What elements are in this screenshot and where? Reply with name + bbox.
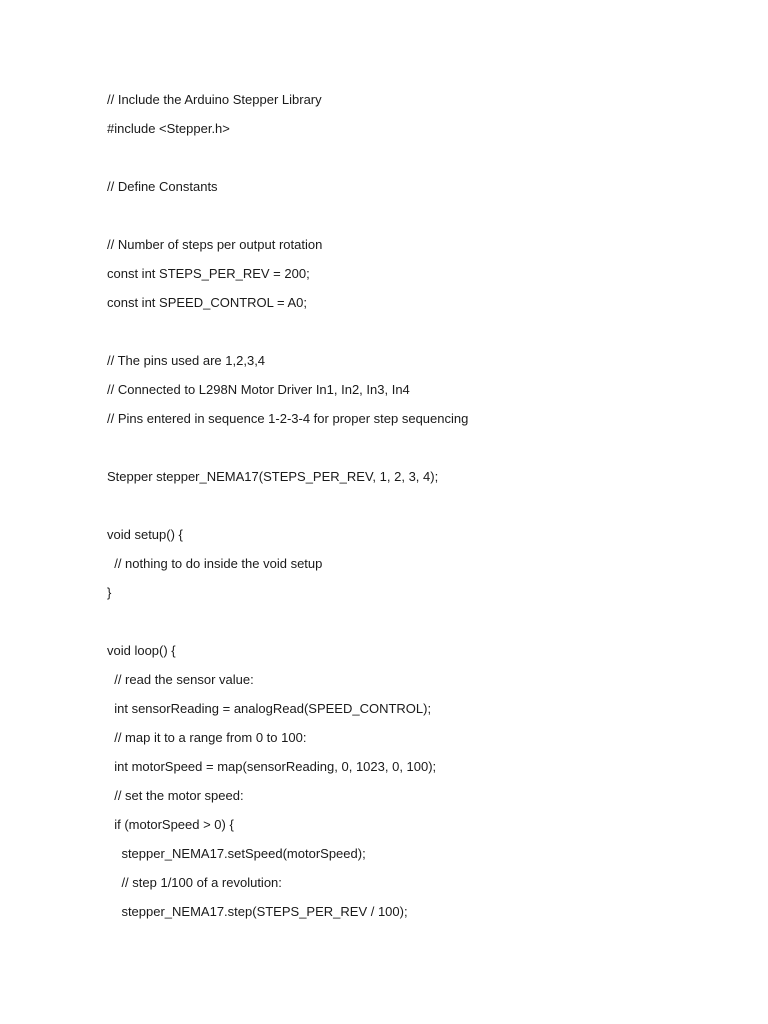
code-line: // Number of steps per output rotation xyxy=(107,237,323,252)
code-line: const int SPEED_CONTROL = A0; xyxy=(107,295,308,310)
code-line: void loop() { xyxy=(107,643,176,658)
code-line: void setup() { xyxy=(107,527,183,542)
code-line: // Include the Arduino Stepper Library xyxy=(107,92,322,107)
code-line: stepper_NEMA17.setSpeed(motorSpeed); xyxy=(107,846,366,861)
blank-line xyxy=(107,610,707,639)
blank-line xyxy=(107,320,707,349)
code-line: // map it to a range from 0 to 100: xyxy=(107,730,307,745)
code-line: const int STEPS_PER_REV = 200; xyxy=(107,266,310,281)
code-line: // set the motor speed: xyxy=(107,788,244,803)
code-line: // read the sensor value: xyxy=(107,672,254,687)
blank-line xyxy=(107,146,707,175)
code-line: int sensorReading = analogRead(SPEED_CONTROL); xyxy=(107,701,432,716)
blank-line xyxy=(107,204,707,233)
code-line: stepper_NEMA17.step(STEPS_PER_REV / 100); xyxy=(107,904,408,919)
code-line: // Pins entered in sequence 1-2-3-4 for proper step sequencing xyxy=(107,411,469,426)
blank-line xyxy=(107,494,707,523)
code-line: Stepper stepper_NEMA17(STEPS_PER_REV, 1, 2, 3, 4); xyxy=(107,469,439,484)
code-line: } xyxy=(107,585,112,600)
code-line: int motorSpeed = map(sensorReading, 0, 1023, 0, 100); xyxy=(107,759,437,774)
code-line: // nothing to do inside the void setup xyxy=(107,556,323,571)
code-line: if (motorSpeed > 0) { xyxy=(107,817,234,832)
code-listing xyxy=(107,88,707,929)
code-line: // Connected to L298N Motor Driver In1, In2, In3, In4 xyxy=(107,382,410,397)
code-line: // step 1/100 of a revolution: xyxy=(107,875,282,890)
code-line: // The pins used are 1,2,3,4 xyxy=(107,353,266,368)
blank-line xyxy=(107,436,707,465)
code-line: #include <Stepper.h> xyxy=(107,121,230,136)
code-line: // Define Constants xyxy=(107,179,218,194)
